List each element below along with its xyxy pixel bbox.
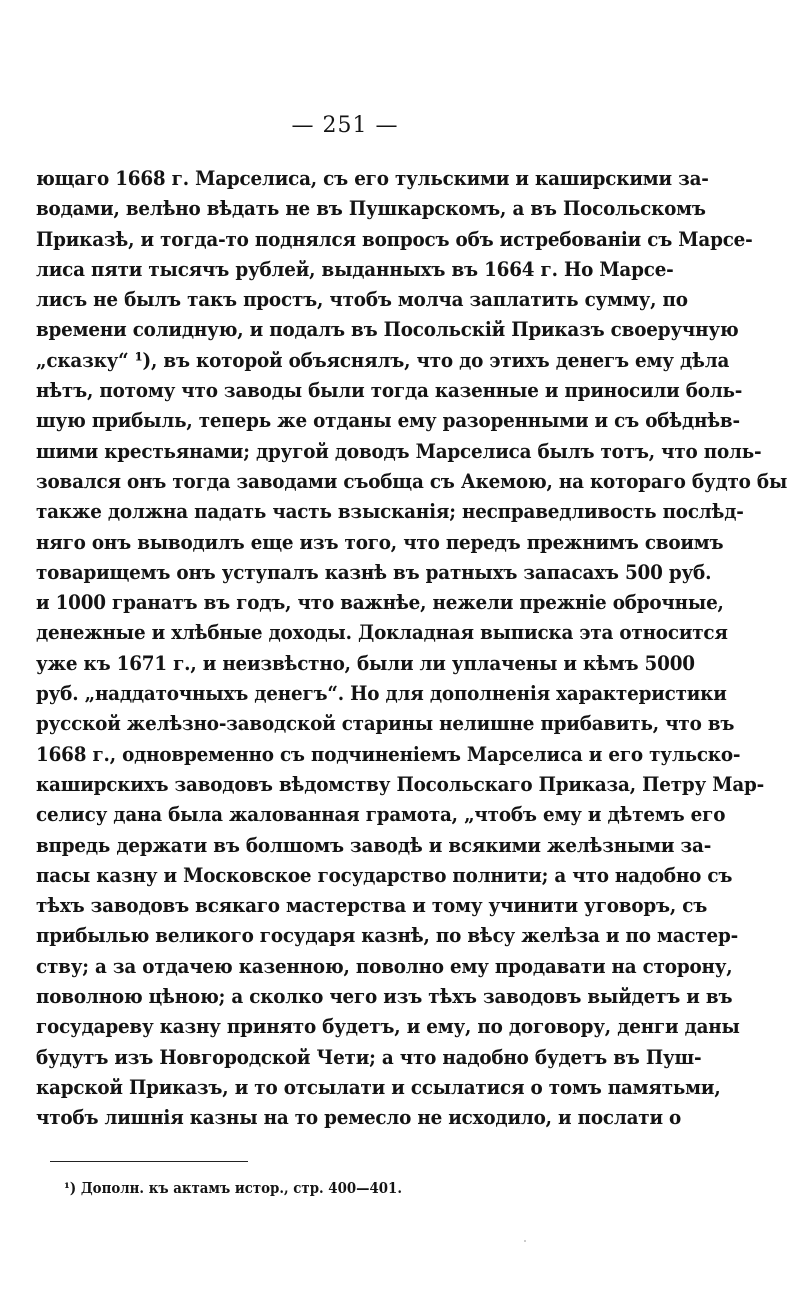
footnote	[64, 1180, 402, 1197]
text-line-25: тѣхъ заводовъ всякаго мастерства и тому учинити уговоръ, съ	[36, 894, 708, 918]
text-line-21: каширскихъ заводовъ вѣдомству Посольскаго Приказа, Петру Мар-	[36, 772, 765, 796]
text-line-8: нѣтъ, потому что заводы были тогда казенные и приносили боль-	[36, 379, 743, 403]
paper-speck	[524, 1240, 526, 1242]
text-line-22: селису дана была жалованная грамота, „чтобъ ему и дѣтемъ его	[36, 803, 726, 827]
text-line-24: пасы казну и Московское государство полнити; а что надобно съ	[36, 863, 733, 887]
text-line-29: государеву казну принято будетъ, и ему, по договору, денги даны	[36, 1015, 740, 1039]
footnote-text: Дополн. къ актамъ истор., стр. 400—401.	[80, 1180, 402, 1197]
text-line-13: няго онъ выводилъ еще изъ того, что передъ прежнимъ своимъ	[36, 530, 724, 554]
footnote-marker: ¹)	[64, 1180, 77, 1197]
text-line-5: лисъ не былъ такъ простъ, чтобъ молча заплатить сумму, по	[36, 288, 688, 312]
footnote-divider	[50, 1161, 248, 1162]
text-line-2: водами, велѣно вѣдать не въ Пушкарскомъ, а въ Посольскомъ	[36, 197, 706, 221]
text-line-20: 1668 г., одновременно съ подчиненіемъ Марселиса и его тульско-	[36, 742, 741, 766]
text-line-6: времени солидную, и подалъ въ Посольскій Приказъ своеручную	[36, 318, 739, 342]
text-line-14: товарищемъ онъ уступалъ казнѣ въ ратныхъ запасахъ 500 руб.	[36, 560, 712, 584]
text-line-4: лиса пяти тысячъ рублей, выданныхъ въ 1664 г. Но Марсе-	[36, 257, 674, 281]
text-line-31: карской Приказъ, и то отсылати и ссылатися о томъ памятьми,	[36, 1075, 721, 1099]
text-line-16: денежные и хлѣбные доходы. Докладная выписка эта относится	[36, 621, 728, 645]
text-line-7: „сказку“ ¹), въ которой объяснялъ, что до этихъ денегъ ему дѣла	[36, 348, 730, 372]
text-line-11: зовался онъ тогда заводами съобща съ Акемою, на котораго будто бы	[36, 469, 788, 493]
text-line-9: шую прибыль, теперь же отданы ему разоренными и съ обѣднѣв-	[36, 409, 740, 433]
text-line-26: прибылью великого государя казнѣ, по вѣсу желѣза и по мастер-	[36, 924, 739, 948]
text-line-15: и 1000 гранатъ въ годъ, что важнѣе, нежели прежніе оброчные,	[36, 591, 724, 615]
body-text	[36, 164, 788, 1134]
text-line-3: Приказѣ, и тогда-то поднялся вопросъ объ истребованіи съ Марсе-	[36, 227, 753, 251]
text-line-10: шими крестьянами; другой доводъ Марселиса былъ тотъ, что поль-	[36, 439, 762, 463]
text-line-32: чтобъ лишнія казны на то ремесло не исходило, и послати о	[36, 1106, 682, 1130]
page-number: — 251 —	[291, 113, 399, 138]
text-line-19: русской желѣзно-заводской старины нелишне прибавить, что въ	[36, 712, 735, 736]
text-line-18: руб. „наддаточныхъ денегъ“. Но для дополненія характеристики	[36, 682, 727, 706]
text-line-23: впредь держати въ болшомъ заводѣ и всякими желѣзными за-	[36, 833, 712, 857]
text-line-27: ству; а за отдачею казенною, поволно ему продавати на сторону,	[36, 954, 733, 978]
text-line-17: уже къ 1671 г., и неизвѣстно, были ли уплачены и кѣмъ 5000	[36, 651, 695, 675]
text-line-28: поволною цѣною; а сколко чего изъ тѣхъ заводовъ выйдетъ и въ	[36, 985, 733, 1009]
text-line-30: будутъ изъ Новгородской Чети; а что надобно будетъ въ Пуш-	[36, 1045, 702, 1069]
text-line-1: ющаго 1668 г. Марселиса, съ его тульскими и каширскими за-	[36, 167, 709, 190]
text-line-12: также должна падать часть взысканія; несправедливость послѣд-	[36, 500, 744, 524]
